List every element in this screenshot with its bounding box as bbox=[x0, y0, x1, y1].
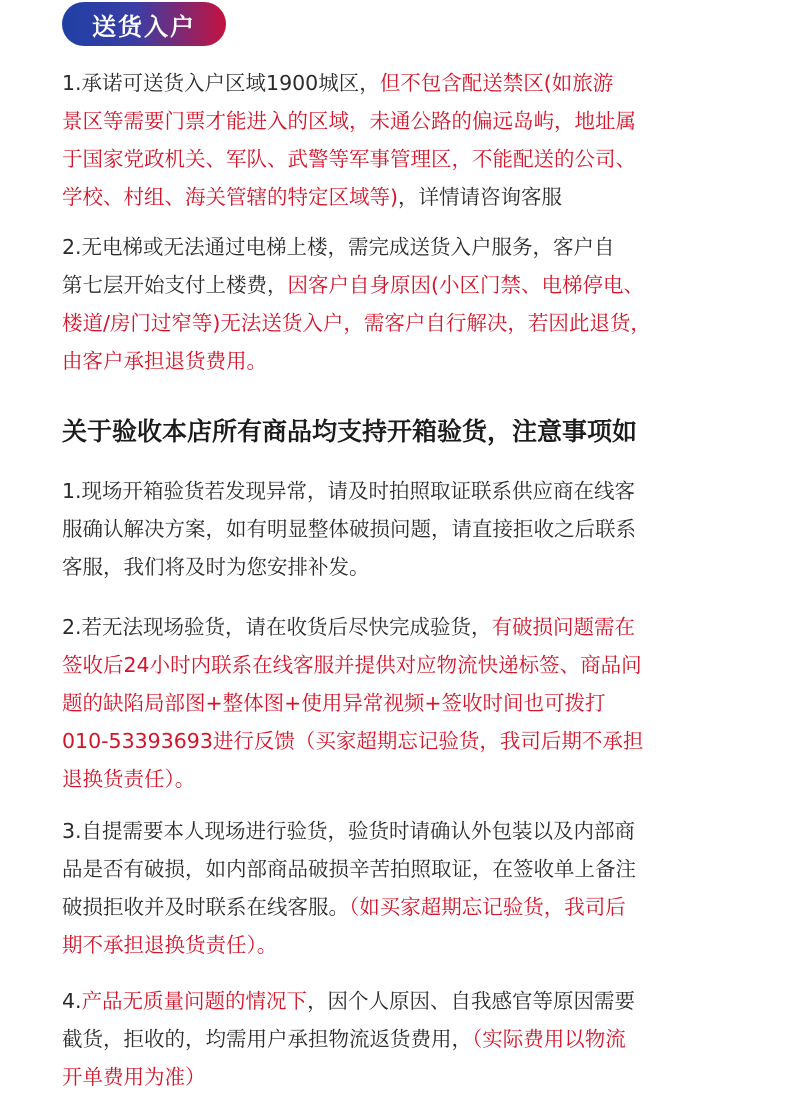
text-red: （实际费用以物流 bbox=[472, 1027, 626, 1051]
inspection-paragraph-4 bbox=[62, 982, 742, 1096]
text-red: 景区等需要门票才能进入的区域，未通公路的偏远岛屿，地址属 bbox=[62, 109, 636, 133]
inspection-paragraph-1 bbox=[62, 472, 742, 586]
text: 1.承诺可送货入户区域1900城区， bbox=[62, 71, 380, 95]
text-red: 楼道/房门过窄等)无法送货入户，需客户自行解决，若因此退货， bbox=[62, 311, 651, 335]
text-red: 签收后24小时内联系在线客服并提供对应物流快递标签、商品问 bbox=[62, 653, 642, 677]
text-red: 学校、村组、海关管辖的特定区域等) bbox=[62, 185, 398, 209]
text: ，详情请咨询客服 bbox=[398, 185, 562, 209]
text: 客服，我们将及时为您安排补发。 bbox=[62, 555, 370, 579]
text: 品是否有破损，如内部商品破损辛苦拍照取证，在签收单上备注 bbox=[62, 857, 636, 881]
text: 3.自提需要本人现场进行验货，验货时请确认外包装以及内部商 bbox=[62, 819, 636, 843]
section-badge-delivery: 送货入户 bbox=[62, 2, 226, 46]
inspection-paragraph-3 bbox=[62, 812, 742, 964]
delivery-paragraph-1 bbox=[62, 64, 742, 216]
text: 1.现场开箱验货若发现异常，请及时拍照取证联系供应商在线客 bbox=[62, 479, 636, 503]
text: ，因个人原因、自我感官等原因需要 bbox=[307, 989, 636, 1013]
text-red: 开单费用为准） bbox=[62, 1065, 206, 1089]
text-red: 有破损问题需在 bbox=[491, 615, 636, 639]
text-red: 期不承担退换货责任）。 bbox=[62, 933, 278, 957]
text: 2.若无法现场验货，请在收货后尽快完成验货， bbox=[62, 615, 492, 639]
text-red: 于国家党政机关、军队、武警等军事管理区，不能配送的公司、 bbox=[62, 147, 636, 171]
text: 破损拒收并及时联系在线客服。 bbox=[62, 895, 349, 919]
text: 2.无电梯或无法通过电梯上楼，需完成送货入户服务，客户自 bbox=[62, 235, 615, 259]
text: 第七层开始支付上楼费， bbox=[62, 273, 288, 297]
inspection-heading: 关于验收本店所有商品均支持开箱验货，注意事项如 bbox=[62, 417, 638, 446]
text-red: （如买家超期忘记验货，我司后 bbox=[349, 895, 626, 919]
inspection-paragraph-2 bbox=[62, 608, 742, 798]
delivery-paragraph-2 bbox=[62, 228, 742, 380]
text-red: 010-53393693进行反馈（买家超期忘记验货，我司后期不承担 bbox=[62, 729, 644, 753]
text-red: 由客户承担退货费用。 bbox=[62, 349, 267, 373]
text: 4. bbox=[62, 989, 82, 1013]
text-red: 退换货责任）。 bbox=[62, 767, 196, 791]
text-red: 但不包含配送禁区(如旅游 bbox=[379, 71, 614, 95]
text-red: 产品无质量问题的情况下 bbox=[81, 989, 308, 1013]
text: 服确认解决方案，如有明显整体破损问题，请直接拒收之后联系 bbox=[62, 517, 636, 541]
text: 截货，拒收的，均需用户承担物流返货费用， bbox=[62, 1027, 472, 1051]
text-red: 题的缺陷局部图+整体图+使用异常视频+签收时间也可拨打 bbox=[62, 691, 606, 715]
text-red: 因客户自身原因(小区门禁、电梯停电、 bbox=[287, 273, 644, 297]
